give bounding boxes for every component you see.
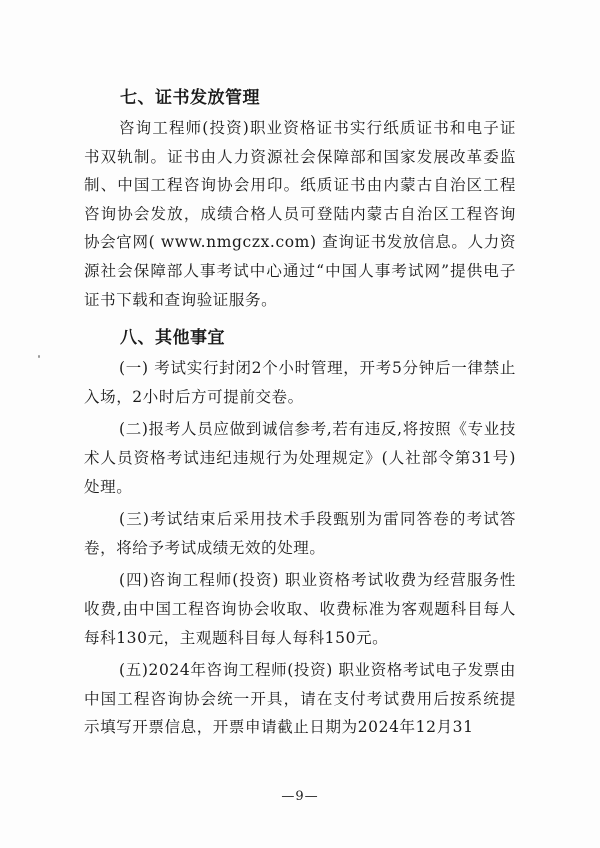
section-8-item-3: (三)考试结束后采用技术手段甄别为雷同答卷的考试答卷，将给予考试成绩无效的处理。	[84, 510, 516, 557]
section-8-item-4: (四)咨询工程师(投资) 职业资格考试收费为经营服务性收费,由中国工程咨询协会收取、收费标准为客观题科目每人每科130元，主观题科目每人每科150元。	[84, 571, 516, 647]
section-8-item-2: (二)报考人员应做到诚信参考,若有违反,将按照《专业技术人员资格考试违纪违规行为处理规定》(人社部令第31号)处理。	[84, 420, 516, 496]
section-8-item-1: (一) 考试实行封闭2个小时管理，开考5分钟后一律禁止入场，2小时后方可提前交卷。	[84, 359, 516, 406]
section-7-heading: 七、证书发放管理	[120, 88, 260, 108]
section-7-paragraph: 咨询工程师(投资)职业资格证书实行纸质证书和电子证书双轨制。证书由人力资源社会保障部和国家发展改革委监制、中国工程咨询协会用印。纸质证书由内蒙古自治区工程咨询协会发放，成绩合格人员可登陆内蒙古自治区工程咨询协会官网( www.nmgczx.com) 查询证书发放信息。人力资源社会保障部人事考试中心通过“中国人事考试网”提供电子证书下载和查询验证服务。	[84, 119, 516, 309]
document-body	[84, 82, 516, 742]
section-8-heading: 八、其他事宜	[120, 328, 225, 349]
scan-speck	[38, 355, 40, 358]
section-8-item-5: (五)2024年咨询工程师(投资) 职业资格考试电子发票由中国工程咨询协会统一开具，请在支付考试费用后按系统提示填写开票信息，开票申请截止日期为2024年12月31	[84, 661, 516, 737]
page-number: —9—	[281, 789, 319, 804]
